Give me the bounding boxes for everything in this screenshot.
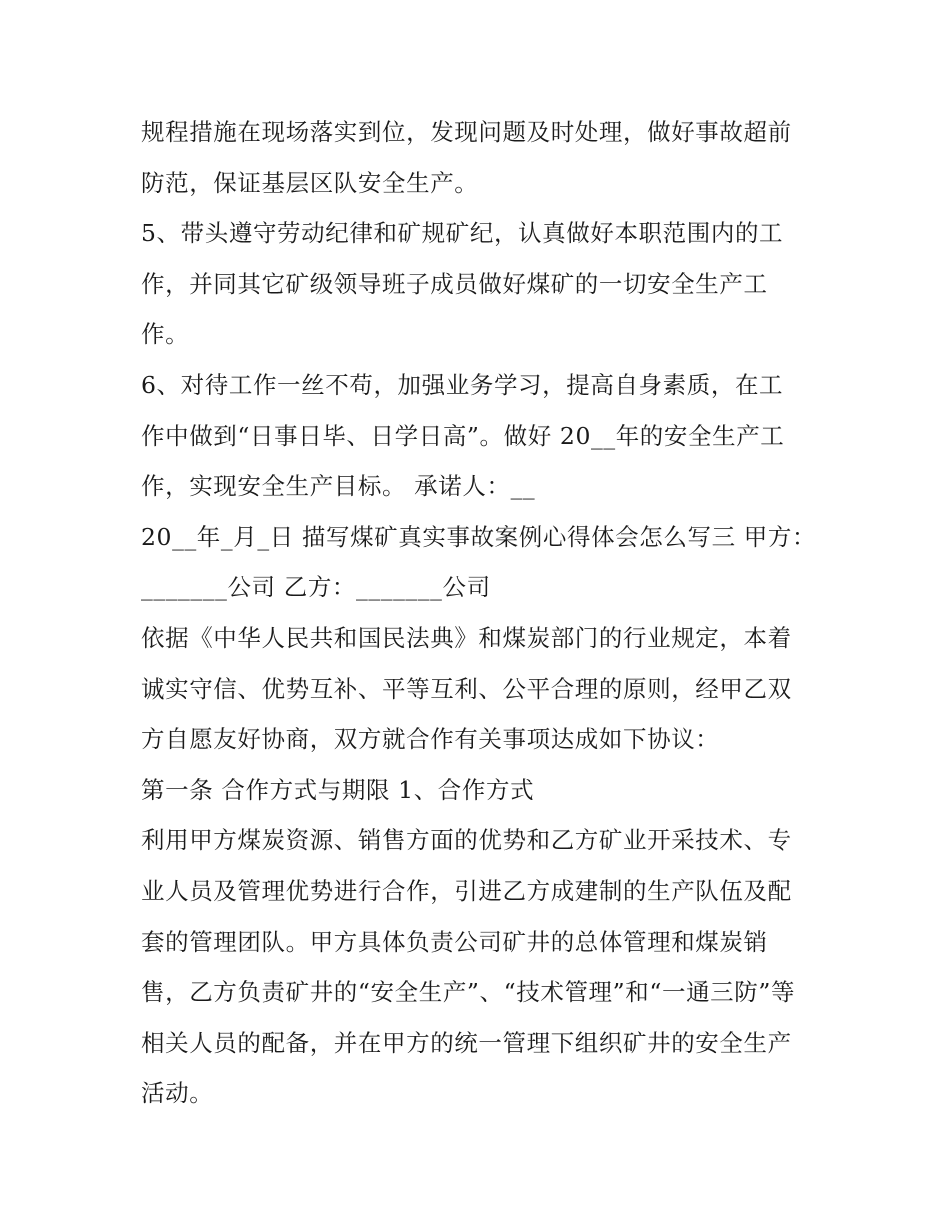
text-line: 5、带头遵守劳动纪律和矿规矿纪，认真做好本职范围内的工 bbox=[141, 219, 784, 248]
text-line: 防范，保证基层区队安全生产。 bbox=[141, 168, 479, 197]
text-line: 依据《中华人民共和国民法典》和煤炭部门的行业规定，本着 bbox=[141, 623, 792, 652]
text-line: 作，并同其它矿级领导班子成员做好煤矿的一切安全生产工 bbox=[141, 269, 768, 298]
text-line: 诚实守信、优势互补、平等互利、公平合理的原则，经甲乙双 bbox=[141, 674, 792, 703]
text-line: 作。 bbox=[141, 320, 190, 349]
document-body bbox=[141, 107, 821, 1119]
text-line: 售，乙方负责矿井的“安全生产”、“技术管理”和“一通三防”等 bbox=[141, 978, 796, 1007]
text-line: 规程措施在现场落实到位，发现问题及时处理，做好事故超前 bbox=[141, 118, 792, 146]
text-line: 相关人员的配备，并在甲方的统一管理下组织矿井的安全生产 bbox=[141, 1028, 792, 1057]
text-line: 6、对待工作一丝不苟，加强业务学习，提高自身素质，在工 bbox=[141, 370, 784, 399]
text-line: 业人员及管理优势进行合作，引进乙方成建制的生产队伍及配 bbox=[141, 876, 792, 905]
text-line: 作，实现安全生产目标。 承诺人：__ bbox=[141, 472, 536, 501]
text-line: 作中做到“日事日毕、日学日高”。做好 20__年的安全生产工 bbox=[141, 421, 785, 450]
text-line: _______公司 乙方：_______公司 bbox=[141, 573, 491, 602]
text-line: 活动。 bbox=[141, 1079, 214, 1108]
text-line: 20__年_月_日 描写煤矿真实事故案例心得体会怎么写三 甲方： bbox=[141, 522, 817, 551]
text-line: 第一条 合作方式与期限 1、合作方式 bbox=[141, 775, 535, 804]
text-line: 套的管理团队。甲方具体负责公司矿井的总体管理和煤炭销 bbox=[141, 927, 768, 956]
text-line: 利用甲方煤炭资源、销售方面的优势和乙方矿业开采技术、专 bbox=[141, 826, 792, 855]
text-line: 方自愿友好协商，双方就合作有关事项达成如下协议： bbox=[141, 725, 720, 754]
